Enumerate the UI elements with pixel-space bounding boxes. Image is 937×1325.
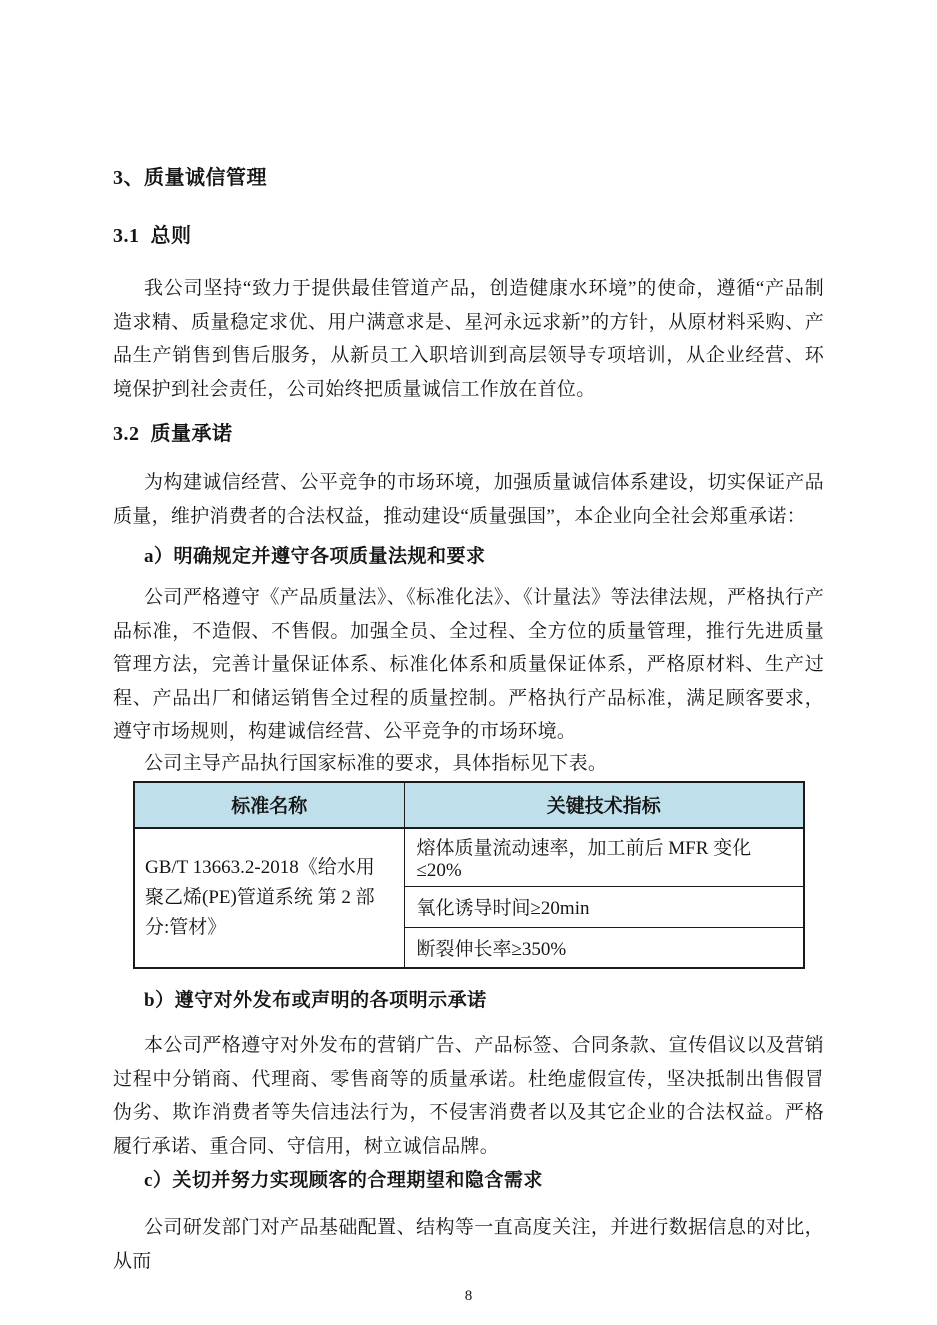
table-row [134, 828, 804, 887]
indicator-cell-oxidation: 氧化诱导时间≥20min [404, 886, 804, 927]
page-title: 3、质量诚信管理 [113, 167, 267, 189]
table-header-key-indicators: 关键技术指标 [404, 782, 804, 828]
section-3-1-paragraph: 我公司坚持“致力于提供最佳管道产品，创造健康水环境”的使命，遵循“产品制造求精、质量稳定求优、用户满意求是、星河永远求新”的方针，从原材料采购、产品生产销售到售后服务，从新员工入职培训到高层领导专项培训，从企业经营、环境保护到社会责任，公司始终把质量诚信工作放在首位。 [113, 278, 824, 400]
section-3-2-intro-paragraph: 为构建诚信经营、公平竞争的市场环境，加强质量诚信体系建设，切实保证产品质量，维护消费者的合法权益，推动建设“质量强国”，本企业向全社会郑重承诺： [113, 472, 824, 527]
indicator-cell-elongation: 断裂伸长率≥350% [404, 927, 804, 968]
page-number: 8 [464, 1288, 473, 1304]
standards-table [133, 781, 805, 970]
table-header-standard-name: 标准名称 [134, 782, 404, 828]
section-3-2-heading: 3.2 质量承诺 [113, 423, 233, 445]
item-a-heading: a）明确规定并遵守各项质量法规和要求 [144, 546, 486, 567]
standard-name-cell: GB/T 13663.2-2018《给水用聚乙烯(PE)管道系统 第 2 部分:管材》 [134, 828, 404, 969]
item-b-paragraph: 本公司严格遵守对外发布的营销广告、产品标签、合同条款、宣传倡议以及营销过程中分销商、代理商、零售商等的质量承诺。杜绝虚假宣传，坚决抵制出售假冒伪劣、欺诈消费者等失信违法行为，不侵害消费者以及其它企业的合法权益。严格履行承诺、重合同、守信用，树立诚信品牌。 [113, 1035, 824, 1157]
section-3-1-heading: 3.1 总则 [113, 225, 192, 247]
item-a-paragraph: 公司严格遵守《产品质量法》、《标准化法》、《计量法》等法律法规，严格执行产品标准，不造假、不售假。加强全员、全过程、全方位的质量管理，推行先进质量管理方法，完善计量保证体系、标准化体系和质量保证体系，严格原材料、生产过程、产品出厂和储运销售全过程的质量控制。严格执行产品标准，满足顾客要求，遵守市场规则，构建诚信经营、公平竞争的市场环境。 [113, 587, 824, 742]
table-intro-line: 公司主导产品执行国家标准的要求，具体指标见下表。 [144, 752, 608, 774]
indicator-cell-mfr: 熔体质量流动速率，加工前后 MFR 变化≤20% [404, 828, 804, 887]
table-header-row [134, 782, 804, 828]
item-c-heading: c）关切并努力实现顾客的合理期望和隐含需求 [144, 1170, 543, 1191]
document-content [113, 0, 824, 1306]
item-b-heading: b）遵守对外发布或声明的各项明示承诺 [144, 990, 487, 1011]
item-c-paragraph: 公司研发部门对产品基础配置、结构等一直高度关注，并进行数据信息的对比，从而 [113, 1217, 824, 1272]
